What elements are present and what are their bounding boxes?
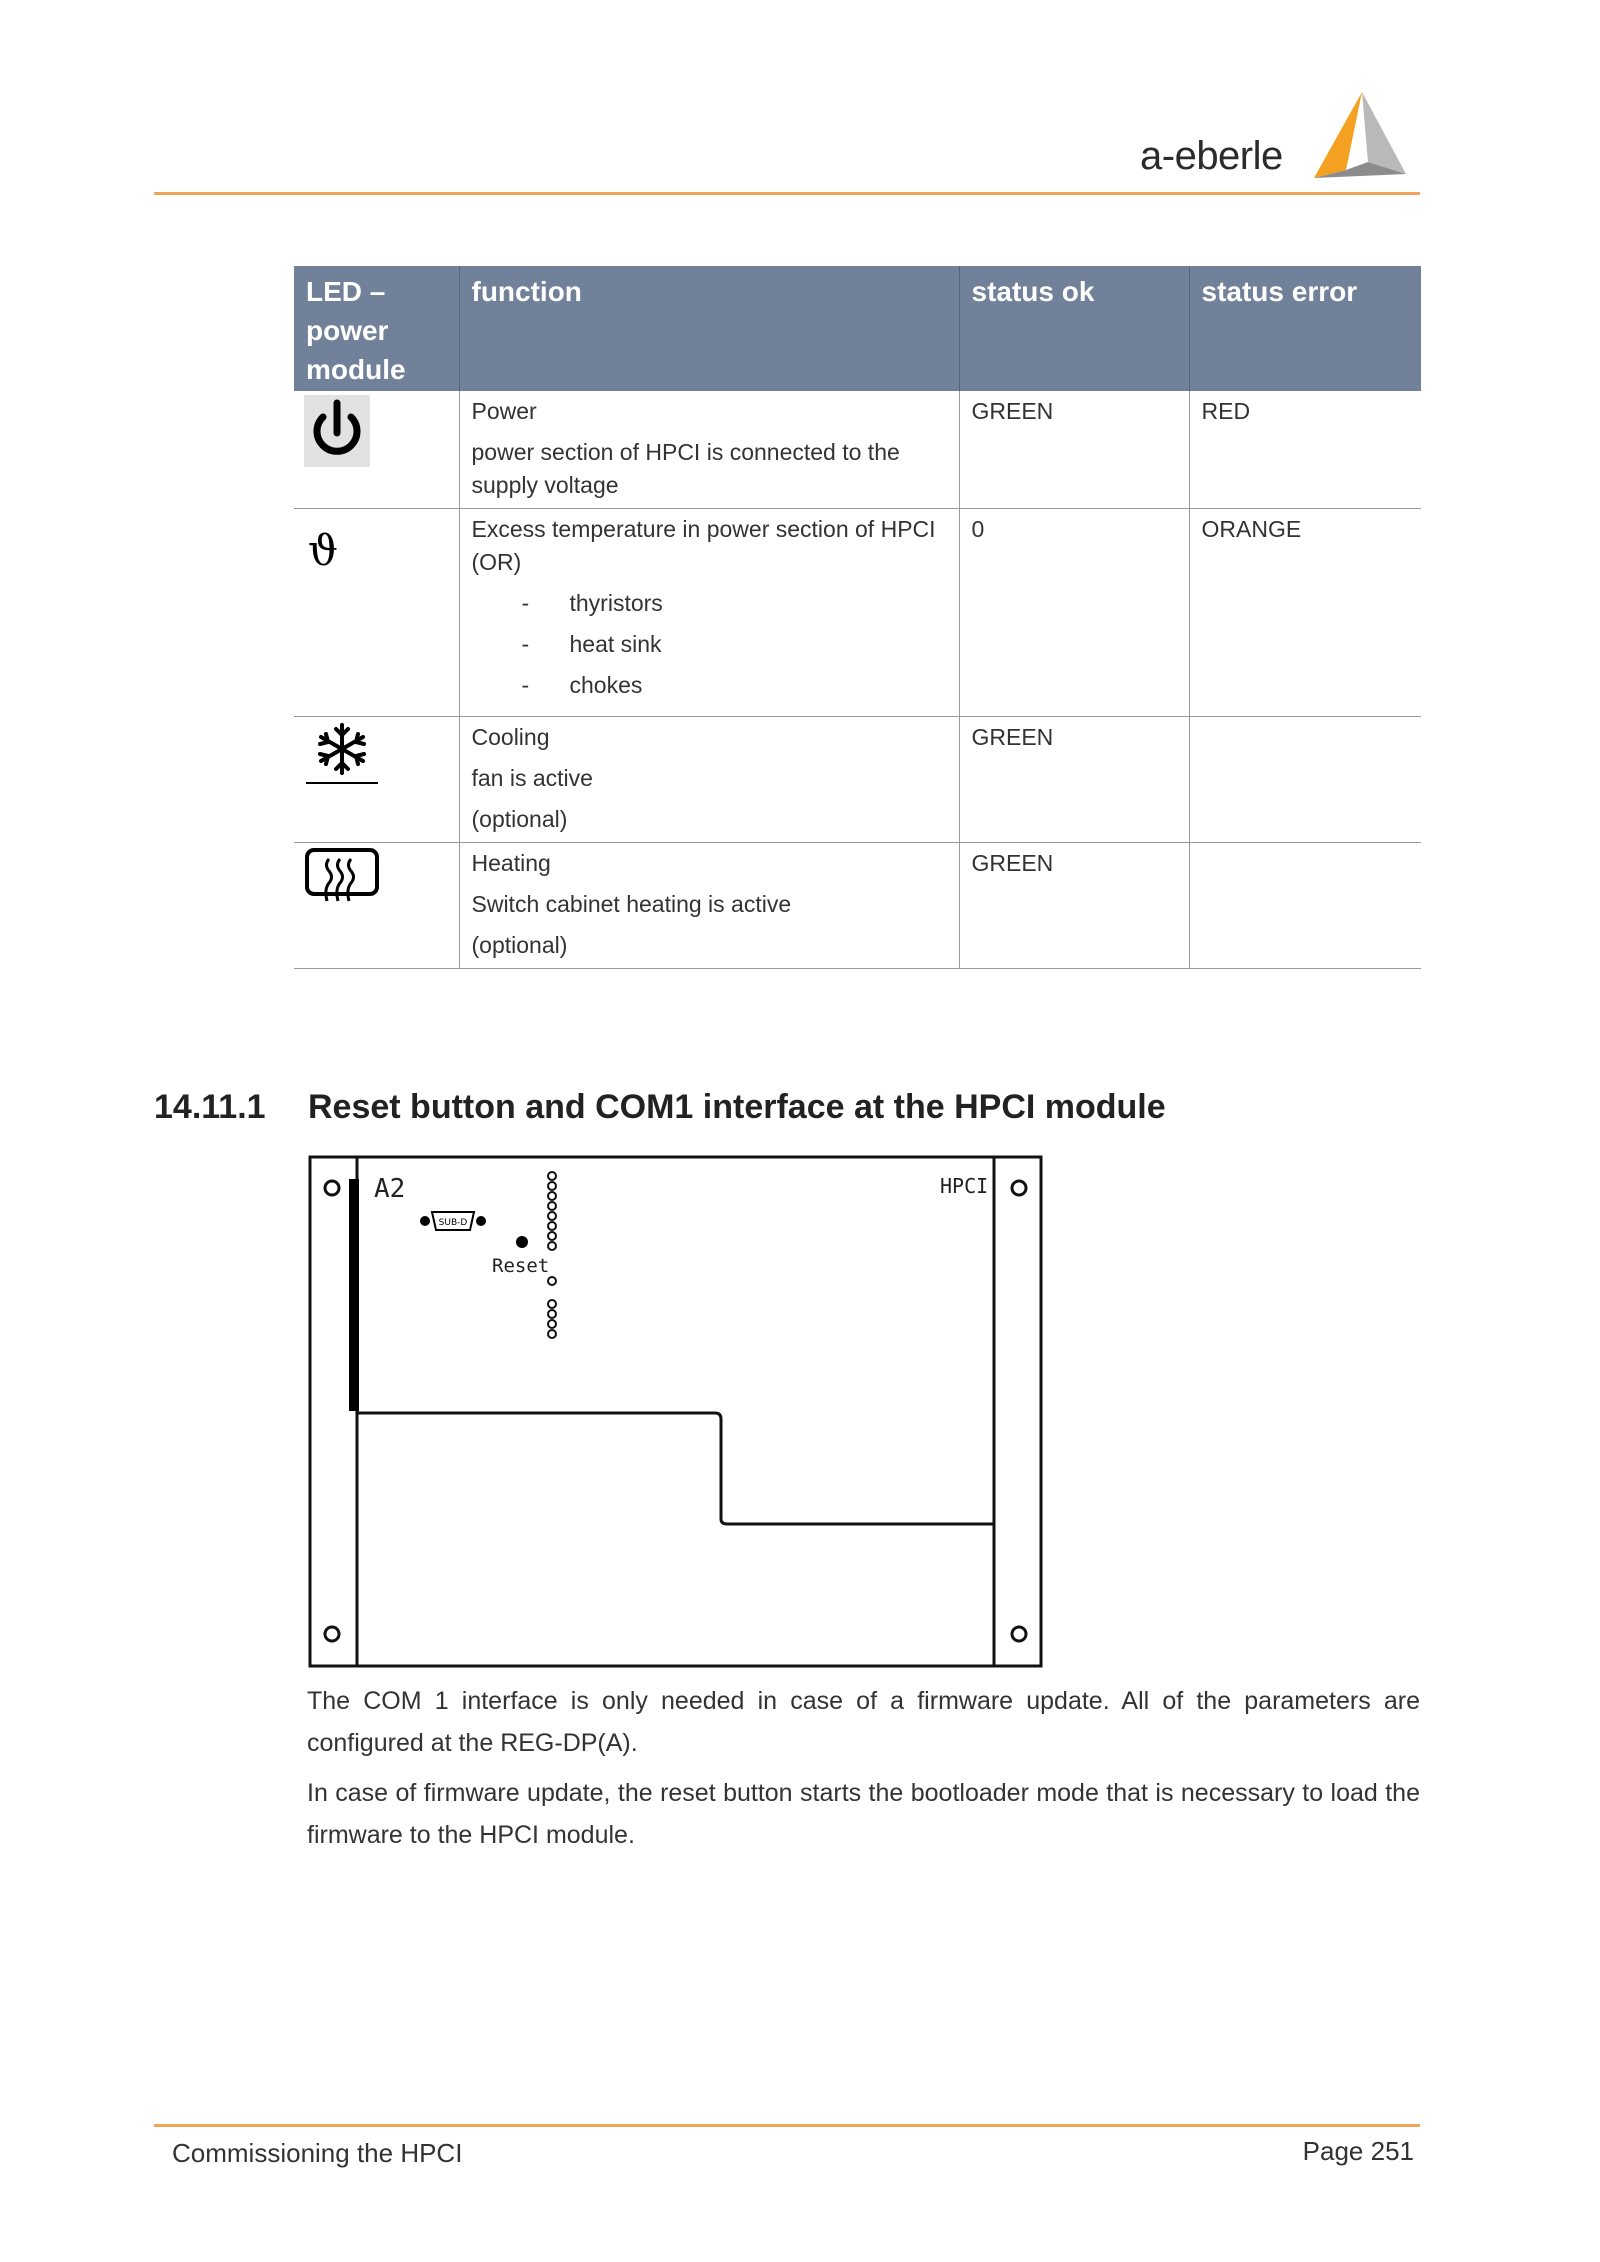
- paragraph-com1: The COM 1 interface is only needed in case of a firmware update. All of the parameters are configured at the REG-DP(A).: [307, 1687, 1420, 1757]
- section-title: Reset button and COM1 interface at the HPCI module: [308, 1088, 1166, 1126]
- function-title: Heating: [471, 850, 551, 876]
- header-function: function: [459, 266, 959, 391]
- function-title: Power: [471, 398, 537, 424]
- snowflake-icon: [304, 721, 380, 787]
- paragraph-reset: In case of firmware update, the reset button starts the bootloader mode that is necessary to load the firmware to the HPCI module.: [307, 1779, 1420, 1849]
- list-item: - chokes: [472, 669, 947, 702]
- logo-text: a-eberle: [1140, 134, 1283, 178]
- led-cell: [294, 717, 459, 843]
- status-error-cell: ORANGE: [1189, 509, 1421, 717]
- company-logo: [1140, 92, 1410, 182]
- function-note: (optional): [471, 806, 568, 832]
- function-title: Excess temperature in power section of HPCI (OR): [471, 516, 936, 575]
- status-error-cell: [1189, 843, 1421, 969]
- power-icon: [304, 395, 370, 467]
- status-error-cell: [1189, 717, 1421, 843]
- led-cell: [294, 509, 459, 717]
- sub-d-connector[interactable]: [420, 1212, 486, 1230]
- list-item: - thyristors: [472, 587, 947, 620]
- page-number: Page 251: [1302, 2136, 1414, 2166]
- board-step-outline: [357, 1413, 994, 1524]
- function-cell: [459, 509, 959, 717]
- status-ok-cell: GREEN: [959, 717, 1189, 843]
- status-ok-cell: GREEN: [959, 391, 1189, 509]
- header-led: LED – power module: [294, 266, 459, 391]
- svg-text:ϑ: ϑ: [308, 526, 339, 573]
- table-row: [294, 843, 1421, 969]
- heating-icon: [304, 847, 380, 907]
- label-subd: SUB-D: [438, 1218, 468, 1228]
- header-status-error: status error: [1189, 266, 1421, 391]
- status-ok-cell: 0: [959, 509, 1189, 717]
- label-hpci: HPCI: [940, 1174, 989, 1198]
- function-desc: power section of HPCI is connected to the supply voltage: [471, 439, 900, 498]
- mounting-hole: [1012, 1181, 1026, 1195]
- led-table: [294, 266, 1421, 969]
- header-status-ok: status ok: [959, 266, 1189, 391]
- section-number: 14.11.1: [154, 1088, 266, 1126]
- table-row: [294, 717, 1421, 843]
- section-heading: [154, 1088, 1166, 1127]
- status-error-cell: RED: [1189, 391, 1421, 509]
- led-cell: [294, 843, 459, 969]
- label-reset: Reset: [492, 1255, 550, 1277]
- logo-triangle-icon: [1310, 92, 1410, 180]
- list-item: - heat sink: [472, 628, 947, 661]
- front-panel-bar: [349, 1179, 359, 1411]
- function-desc: fan is active: [471, 765, 593, 791]
- label-a2: A2: [374, 1174, 406, 1204]
- reset-button[interactable]: [516, 1236, 528, 1248]
- table-header-row: [294, 266, 1421, 391]
- table-row: [294, 391, 1421, 509]
- header-rule: [154, 192, 1420, 195]
- function-cell: [459, 391, 959, 509]
- footer-rule: [154, 2124, 1420, 2127]
- mounting-hole: [1012, 1627, 1026, 1641]
- mounting-hole: [325, 1627, 339, 1641]
- hpci-module-diagram: [308, 1155, 1043, 1670]
- temperature-icon: [304, 525, 344, 573]
- function-note: (optional): [471, 932, 568, 958]
- footer-chapter: Commissioning the HPCI: [172, 2138, 463, 2168]
- table-row: [294, 509, 1421, 717]
- function-desc: Switch cabinet heating is active: [471, 891, 792, 917]
- component-list: [472, 587, 947, 702]
- led-cell: [294, 391, 459, 509]
- function-title: Cooling: [471, 724, 550, 750]
- function-cell: [459, 717, 959, 843]
- function-cell: [459, 843, 959, 969]
- mounting-hole: [325, 1181, 339, 1195]
- status-ok-cell: GREEN: [959, 843, 1189, 969]
